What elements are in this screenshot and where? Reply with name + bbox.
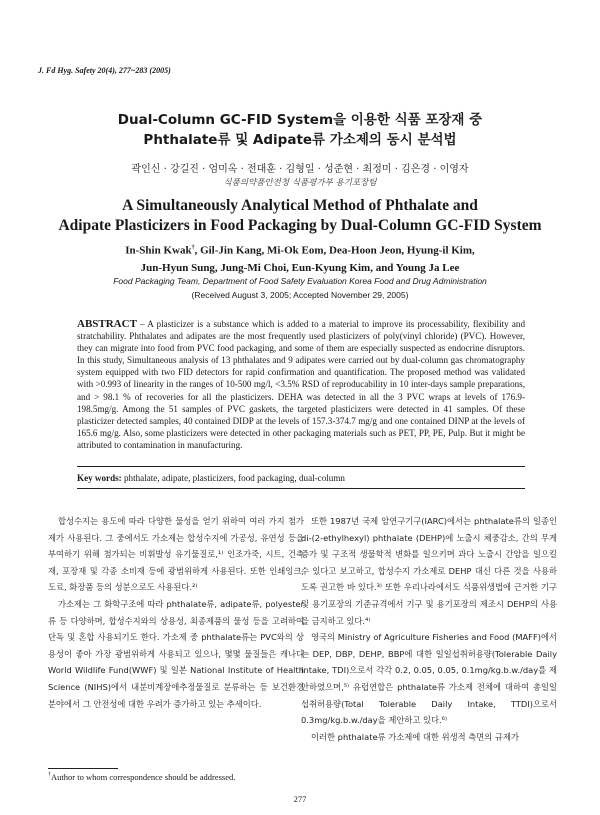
english-authors <box>0 240 600 277</box>
first-author: In-Shin Kwak <box>125 244 192 257</box>
keywords-label: Key words: <box>77 473 122 483</box>
korean-authors-text: 곽인신 · 강길진 · 엄미옥 · 전대훈 · 김형일 · 성준현 · 최정미 · 김은경 · 이영자 <box>131 164 469 175</box>
english-title <box>0 196 600 236</box>
body-left-column <box>48 513 304 712</box>
keywords-top-rule <box>77 466 525 467</box>
body-paragraph: 가소제는 그 화학구조에 따라 phthalate류, adipate류, polyester류 등 다양하며, 합성수지와의 상용성, 최종제품의 물성 등을 고려하여 단독 및 혼합 사용되기도 한다. 가소제 중 phthalate류는 PVC와의 상용성이 좋아 가장 광범위하게 사용되고 있으나, 몇몇 물질들은 캐나다 World Wildlife Fund(WWF) 및 일본 National Institute of Health Science (NIHS)에서 내분비계장애추정물질로 분류하는 등 보건환경 분야에서 그 안전성에 대한 우려가 증가하고 있는 추세이다. <box>48 598 304 709</box>
korean-title-line2: Phthalate류 및 Adipate류 가소제의 동시 분석법 <box>143 132 457 148</box>
page-number: 277 <box>293 794 307 804</box>
body-right-column <box>301 513 557 745</box>
corresponding-author-mark: † <box>191 245 195 251</box>
english-title-line2: Adipate Plasticizers in Food Packaging by Dual-Column GC-FID System <box>58 217 542 234</box>
korean-affiliation: 식품의약품안전청 식품평가부 용기포장팀 <box>223 178 377 188</box>
body-paragraph: 합성수지는 용도에 따라 다양한 물성을 얻기 위하여 여러 가지 첨가제가 사용된다. 그 중에서도 가소제는 합성수지에 가공성, 유연성 등을 부여하기 위해 첨가되는 비휘발성 유기물질로,¹⁾ 인조가죽, 시트, 건축재, 포장재 및 각종 소비재 등에 광범위하게 사용된다. 또한 인쇄잉크, 도료, 화장품 등의 성분으로도 사용된다.²⁾ <box>48 516 304 593</box>
english-authors-line2: Jun-Hyun Sung, Jung-Mi Choi, Eun-Kyung Kim, and Young Ja Lee <box>140 261 460 274</box>
abstract-label: ABSTRACT <box>77 318 137 330</box>
keywords-text: phthalate, adipate, plasticizers, food packaging, dual-column <box>121 473 345 483</box>
english-title-line1: A Simultaneously Analytical Method of Phthalate and <box>122 197 478 214</box>
body-paragraph: 영국의 Ministry of Agriculture Fisheries and Food (MAFF)에서는 DEP, DBP, DEHP, BBP에 대한 일일섭취허용량(Tolerable Daily Intake, TDI)으로서 각각 0.2, 0.05, 0.05, 0.1mg/kg.b.w./day를 제안하였으며,⁵⁾ 유럽연합은 phthalate류 가소제 전체에 대하여 총일일섭취허용량(Total Tolerable Daily Intake, TTDI)으로서 0.3mg/kg.b.w./day을 제안하고 있다.⁶⁾ <box>301 632 557 726</box>
footnote-text: Author to whom correspondence should be addressed. <box>51 772 236 782</box>
abstract-text: – A plasticizer is a substance which is added to a material to improve its processability, flexibility and stratchability. Phthalates and adipates are the most frequently used plasticizers of poly(vinyl chloride) (PVC). However, they can migrate into food from PVC food packaging, and some of them are especially suspected as endocrine disruptors. In this study, Simultaneous analysis of 13 phthalates and 9 adipates were carried out by dual-column gas chromatography system equipped with two FID detectors for rapid confirmation and quantification. The proposed method was validated with >0.993 of linearity in the ranges of 10-500 mg/l, <3.5% RSD of reproducability in 10 inter-days sample preparations, and > 98.1 % of recoveries for all the plasticizers. DEHA was detected in all the 3 PVC wraps at levels of 176.9-198.5mg/g. Among the 51 samples of PVC gaskets, the targeted plasticizers were detected in 41 samples. Of these plasticizer detected samples, 40 contained DIDP at the levels of 157.3-374.7 mg/g and one contained DINP at the levels of 165.6 mg/g. Also, some plasticizers were detected in other packaging materials such as PET, PP, PE, Pulp. But it might be attributed to contamination in manufacturing. <box>77 319 525 450</box>
english-affiliation: Food Packaging Team, Department of Food Safety Evaluation Korea Food and Drug Administration <box>113 276 487 286</box>
journal-citation: J. Fd Hyg. Safety 20(4), 277~283 (2005) <box>38 66 171 75</box>
korean-title-line1: Dual-Column GC-FID System을 이용한 식품 포장재 중 <box>117 112 483 128</box>
footnote <box>48 772 235 782</box>
footnote-mark: † <box>48 772 51 779</box>
korean-title <box>0 110 600 150</box>
keywords <box>77 473 525 483</box>
received-dates: (Received August 3, 2005; Accepted November 29, 2005) <box>191 290 409 300</box>
english-authors-line1 <box>0 240 600 260</box>
footnote-rule <box>48 768 118 769</box>
keywords-bottom-rule <box>77 488 525 489</box>
body-paragraph: 이러한 phthalate류 가소제에 대한 위생적 측면의 규제가 <box>311 731 519 742</box>
body-paragraph: 또한 1987년 국제 암연구기구(IARC)에서는 phthalate류의 일종인 di-(2-ethylhexyl) phthalate (DEHP)에 노출시 체중감소, 간의 무게 증가 및 구조적 생물학적 변화를 일으키며 과다 노출시 간암을 일으킬 수 있다고 보고하고, 합성수지 가소제로 DEHP 대신 다른 것을 사용하도록 권고한 바 있다.³⁾ 또한 우리나라에서도 식품위생법에 근거한 기구 및 용기포장의 기준규격에서 기구 및 용기포장의 제조시 DEHP의 사용을 금지하고 있다.⁴⁾ <box>301 516 557 626</box>
other-authors: , Gil-Jin Kang, Mi-Ok Eom, Dea-Hoon Jeon, Hyung-il Kim, <box>194 244 475 257</box>
korean-authors <box>0 160 600 175</box>
abstract <box>77 318 525 451</box>
